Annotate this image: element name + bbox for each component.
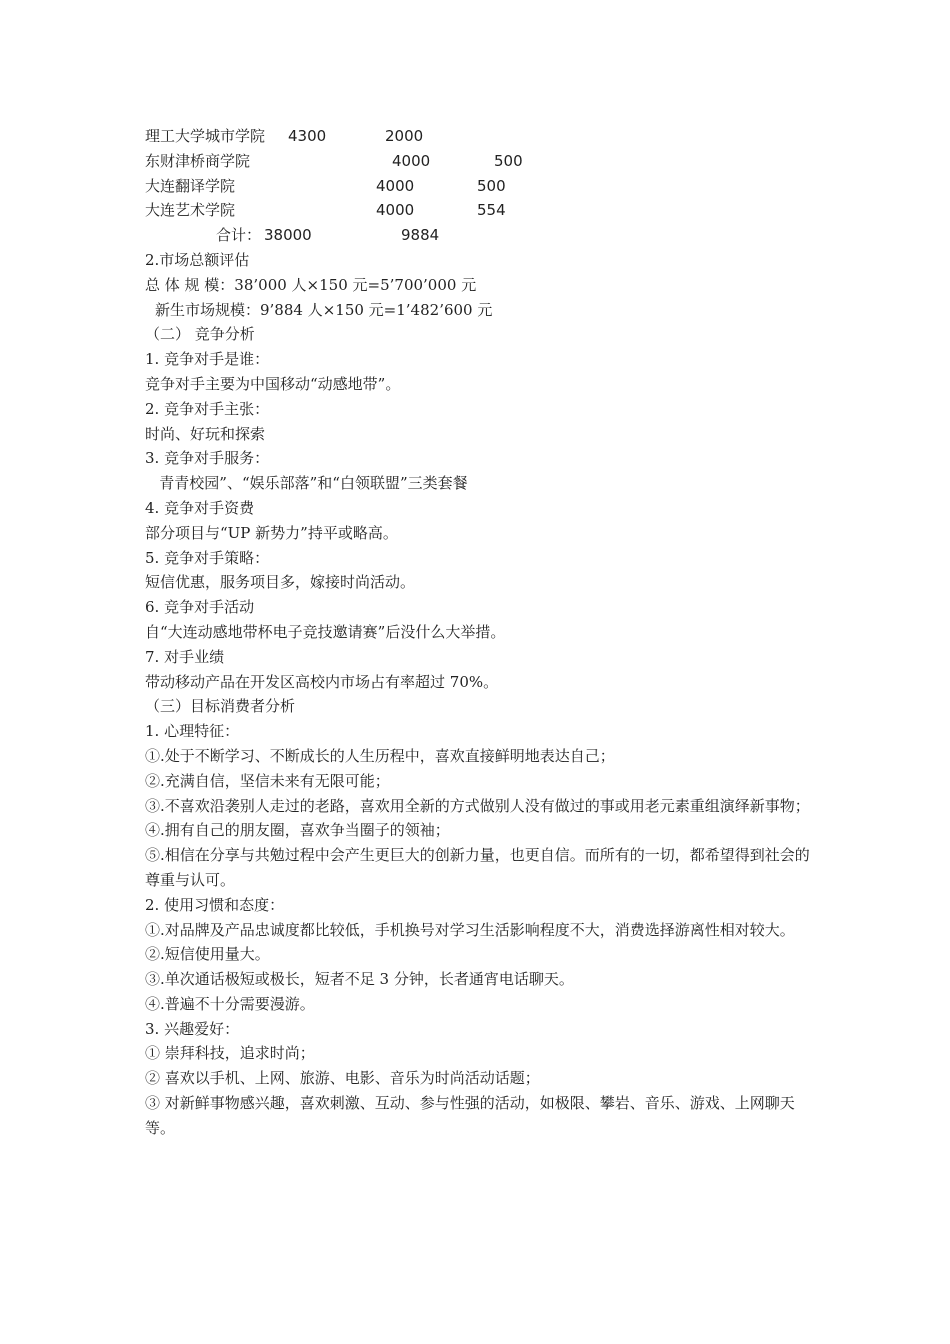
competition-question: 6. 竞争对手活动 <box>145 598 255 617</box>
section-heading: （三）目标消费者分析 <box>145 697 296 716</box>
total-students: 4000 <box>376 176 415 195</box>
table-total-row <box>145 223 810 248</box>
list-item: ④.拥有自己的朋友圈，喜欢争当圈子的领袖； <box>145 821 450 840</box>
subsection-heading: 2. 使用习惯和态度： <box>145 895 285 914</box>
list-item: ④.普遍不十分需要漫游。 <box>145 994 315 1013</box>
subsection-heading: 1. 心理特征： <box>145 722 240 741</box>
section-heading: （二） 竞争分析 <box>145 325 255 344</box>
list-item: ①.对品牌及产品忠诚度都比较低，手机换号对学习生活影响程度不大，消费选择游离性相对较大。 <box>145 920 795 939</box>
freshmen-count: 2000 <box>385 127 424 145</box>
school-name: 大连翻译学院 <box>145 176 236 195</box>
market-freshmen: 新生市场规模：9’884 人×150 元=1’482’600 元 <box>155 300 493 319</box>
freshmen-count: 500 <box>494 151 523 170</box>
competition-question: 7. 对手业绩 <box>145 647 225 666</box>
competition-answer: 短信优惠，服务项目多，嫁接时尚活动。 <box>145 573 416 592</box>
competition-question: 3. 竞争对手服务： <box>145 449 270 468</box>
competition-question: 4. 竞争对手资费 <box>145 498 255 517</box>
competition-answer: 带动移动产品在开发区高校内市场占有率超过 70%。 <box>145 672 499 691</box>
document-body <box>145 124 810 1141</box>
table-row <box>145 149 810 174</box>
grand-total-freshmen: 9884 <box>401 226 440 245</box>
list-item: ②.充满自信，坚信未来有无限可能； <box>145 771 390 790</box>
competition-question: 5. 竞争对手策略： <box>145 548 270 567</box>
total-students: 4000 <box>376 201 415 220</box>
competition-answer: 部分项目与“UP 新势力”持平或略高。 <box>145 523 398 542</box>
market-overall: 总 体 规 模：38’000 人×150 元=5’700’000 元 <box>145 275 477 294</box>
competition-answer: 青青校园”、“娱乐部落”和“白领联盟”三类套餐 <box>145 474 468 493</box>
competition-question: 1. 竞争对手是谁： <box>145 350 270 369</box>
table-row <box>145 174 810 199</box>
school-name: 理工大学城市学院 <box>145 127 266 145</box>
list-item: ⑤.相信在分享与共勉过程中会产生更巨大的创新力量，也更自信。而所有的一切，都希望得到社会的尊重与认可。 <box>145 846 810 889</box>
total-students: 4300 <box>288 127 327 145</box>
competition-question: 2. 竞争对手主张： <box>145 399 270 418</box>
freshmen-count: 500 <box>477 176 506 195</box>
list-item: ①.处于不断学习、不断成长的人生历程中，喜欢直接鲜明地表达自己； <box>145 746 615 765</box>
list-item: ③ 对新鲜事物感兴趣，喜欢刺激、互动、参与性强的活动，如极限、攀岩、音乐、游戏、上网聊天等。 <box>145 1094 795 1137</box>
school-name: 大连艺术学院 <box>145 201 236 220</box>
total-label: 合计： <box>216 226 262 245</box>
list-item: ②.短信使用量大。 <box>145 945 270 964</box>
competition-answer: 时尚、好玩和探索 <box>145 424 266 443</box>
total-students: 4000 <box>392 151 431 170</box>
list-item: ③.不喜欢沿袭别人走过的老路，喜欢用全新的方式做别人没有做过的事或用老元素重组演绎新事物； <box>145 796 810 815</box>
school-name: 东财津桥商学院 <box>145 151 251 170</box>
table-row <box>145 124 810 149</box>
grand-total-students: 38000 <box>264 226 312 245</box>
list-item: ① 崇拜科技，追求时尚； <box>145 1044 315 1063</box>
section-heading: 2.市场总额评估 <box>145 250 250 269</box>
list-item: ③.单次通话极短或极长，短者不足 3 分钟，长者通宵电话聊天。 <box>145 970 574 989</box>
competition-answer: 自“大连动感地带杯电子竞技邀请赛”后没什么大举措。 <box>145 622 506 641</box>
freshmen-count: 554 <box>477 201 506 220</box>
list-item: ② 喜欢以手机、上网、旅游、电影、音乐为时尚活动话题； <box>145 1069 540 1088</box>
table-row <box>145 198 810 223</box>
competition-answer: 竞争对手主要为中国移动“动感地带”。 <box>145 374 401 393</box>
subsection-heading: 3. 兴趣爱好： <box>145 1019 240 1038</box>
